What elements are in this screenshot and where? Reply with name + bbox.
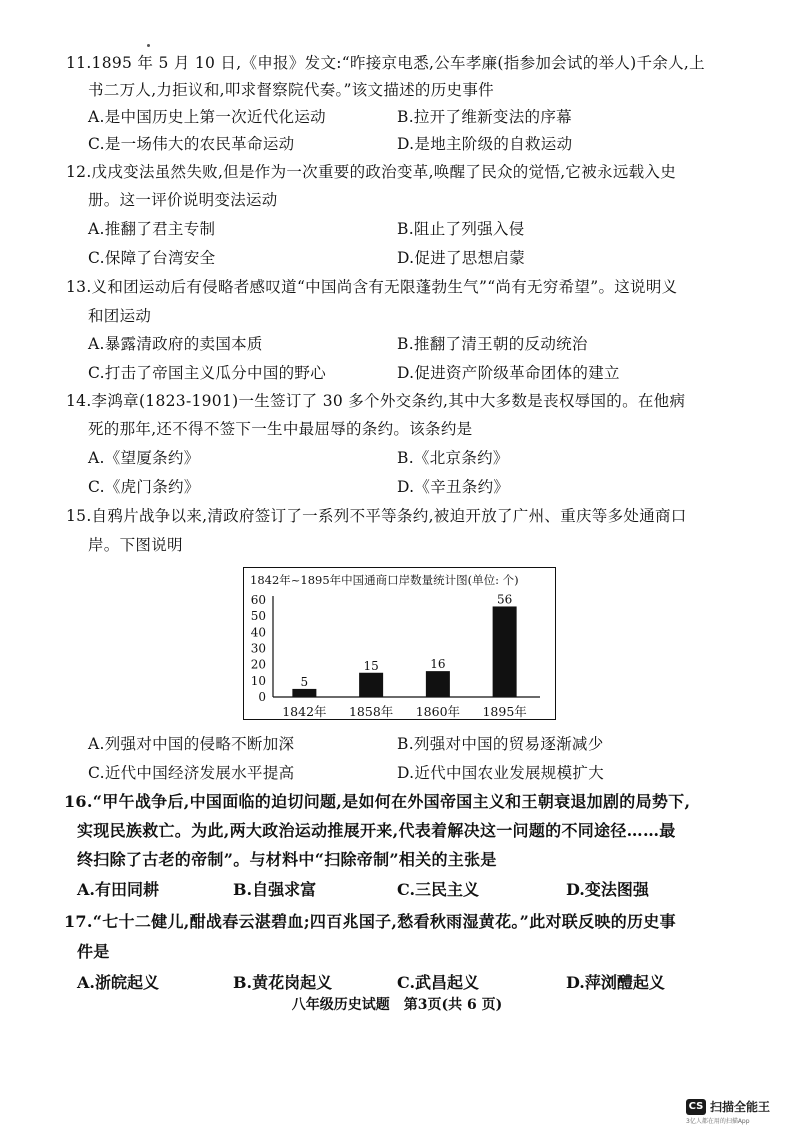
q13-option-c: C.打击了帝国主义瓜分中国的野心 — [88, 364, 327, 382]
q11-option-a: A.是中国历史上第一次近代化运动 — [88, 108, 326, 126]
q12-option-c: C.保障了台湾安全 — [88, 249, 216, 267]
q16-stem-line2: 实现民族救亡。为此,两大政治运动推展开来,代表着解决这一问题的不同途径……最 — [77, 821, 676, 840]
q14-option-d: D.《辛丑条约》 — [397, 478, 510, 496]
chart-x-tick-label: 1860年 — [415, 704, 461, 718]
chart-y-tick-label: 50 — [250, 609, 266, 624]
q17-stem-line2: 件是 — [77, 942, 110, 961]
q14-stem-line1: 14.李鸿章(1823-1901)一生签订了 30 多个外交条约,其中大多数是丧权辱国的。在他病 — [66, 392, 686, 410]
q17-option-a: A.浙皖起义 — [77, 973, 159, 992]
q12-option-b: B.阻止了列强入侵 — [397, 220, 525, 238]
q15-stem-line1: 15.自鸦片战争以来,清政府签订了一系列不平等条约,被迫开放了广州、重庆等多处通商口 — [66, 507, 687, 525]
q11-option-d: D.是地主阶级的自救运动 — [397, 135, 573, 153]
chart-data-label: 16 — [430, 657, 446, 672]
q15-option-b: B.列强对中国的贸易逐渐减少 — [397, 735, 604, 753]
q16-option-a: A.有田同耕 — [77, 880, 159, 899]
q11-option-b: B.拉开了维新变法的序幕 — [397, 108, 572, 126]
chart-y-tick-label: 20 — [250, 657, 266, 672]
q12-option-d: D.促进了思想启蒙 — [397, 249, 526, 267]
scanner-watermark — [686, 1098, 770, 1115]
q13-stem-line1: 13.义和团运动后有侵略者感叹道“中国尚含有无限蓬勃生气”“尚有无穷希望”。这说明义 — [66, 278, 678, 296]
q14-option-b: B.《北京条约》 — [397, 449, 509, 467]
q13-stem-line2: 和团运动 — [88, 307, 152, 325]
q12-stem-line2: 册。这一评价说明变法运动 — [88, 191, 278, 209]
scanner-tagline: 3亿人都在用的扫描App — [686, 1118, 750, 1125]
scan-speck — [147, 44, 150, 47]
chart-y-tick-label: 60 — [250, 593, 266, 607]
chart-y-tick-label: 40 — [250, 625, 266, 640]
q15-stem-line2: 岸。下图说明 — [88, 536, 183, 554]
q14-stem-line2: 死的那年,还不得不签下一生中最屈辱的条约。该条约是 — [88, 420, 473, 438]
chart-bar — [359, 673, 383, 697]
q13-option-a: A.暴露清政府的卖国本质 — [88, 335, 263, 353]
q15-option-a: A.列强对中国的侵略不断加深 — [88, 735, 295, 753]
q15-option-d: D.近代中国农业发展规模扩大 — [397, 764, 605, 782]
q17-stem-line1: 17.“七十二健儿,酣战春云湛碧血;四百兆国子,愁看秋雨湿黄花。”此对联反映的历史事 — [64, 912, 676, 931]
q17-option-c: C.武昌起义 — [397, 973, 480, 992]
chart-x-tick-label: 1858年 — [348, 704, 394, 718]
q11-option-c: C.是一场伟大的农民革命运动 — [88, 135, 295, 153]
q16-option-b: B.自强求富 — [233, 880, 317, 899]
chart-bar — [426, 671, 450, 697]
q17-option-d: D.萍浏醴起义 — [566, 973, 665, 992]
q17-option-b: B.黄花岗起义 — [233, 973, 333, 992]
port-count-chart — [243, 567, 556, 720]
q12-stem-line1: 12.戊戌变法虽然失败,但是作为一次重要的政治变革,唤醒了民众的觉悟,它被永远载入史 — [66, 163, 677, 181]
q14-option-a: A.《望厦条约》 — [88, 449, 200, 467]
q11-stem-line2: 书二万人,力拒议和,叩求督察院代奏。”该文描述的历史事件 — [88, 81, 494, 99]
chart-bar — [493, 606, 517, 697]
q16-option-d: D.变法图强 — [566, 880, 649, 899]
q13-option-b: B.推翻了清王朝的反动统治 — [397, 335, 588, 353]
chart-data-label: 56 — [496, 592, 513, 607]
q16-stem-line3: 终扫除了古老的帝制”。与材料中“扫除帝制”相关的主张是 — [77, 850, 497, 869]
page-footer: 八年级历史试题 第3页(共 6 页) — [291, 997, 503, 1013]
chart-y-tick-label: 30 — [250, 641, 266, 656]
chart-x-tick-label: 1842年 — [282, 704, 327, 718]
q11-stem-line1: 11.1895 年 5 月 10 日,《申报》发文:“昨接京电悉,公车孝廉(指参加会试的举人)千余人,上 — [66, 54, 705, 72]
chart-x-tick-label: 1895年 — [482, 704, 527, 718]
q16-option-c: C.三民主义 — [397, 880, 480, 899]
q14-option-c: C.《虎门条约》 — [88, 478, 200, 496]
chart-data-label: 5 — [300, 674, 309, 689]
chart-title: 1842年~1895年中国通商口岸数量统计图(单位: 个) — [250, 573, 519, 587]
q12-option-a: A.推翻了君主专制 — [88, 220, 216, 238]
q16-stem-line1: 16.“甲午战争后,中国面临的迫切问题,是如何在外国帝国主义和王朝衰退加剧的局势下, — [64, 792, 691, 811]
q13-option-d: D.促进资产阶级革命团体的建立 — [397, 364, 620, 382]
chart-bar — [292, 689, 316, 697]
chart-y-tick-label: 0 — [258, 690, 266, 704]
chart-data-label: 15 — [363, 658, 379, 673]
q15-option-c: C.近代中国经济发展水平提高 — [88, 764, 295, 782]
scanner-app-name: 扫描全能王 — [710, 1100, 771, 1114]
chart-y-tick-label: 10 — [250, 673, 266, 688]
scanner-logo-icon: CS — [686, 1099, 706, 1115]
